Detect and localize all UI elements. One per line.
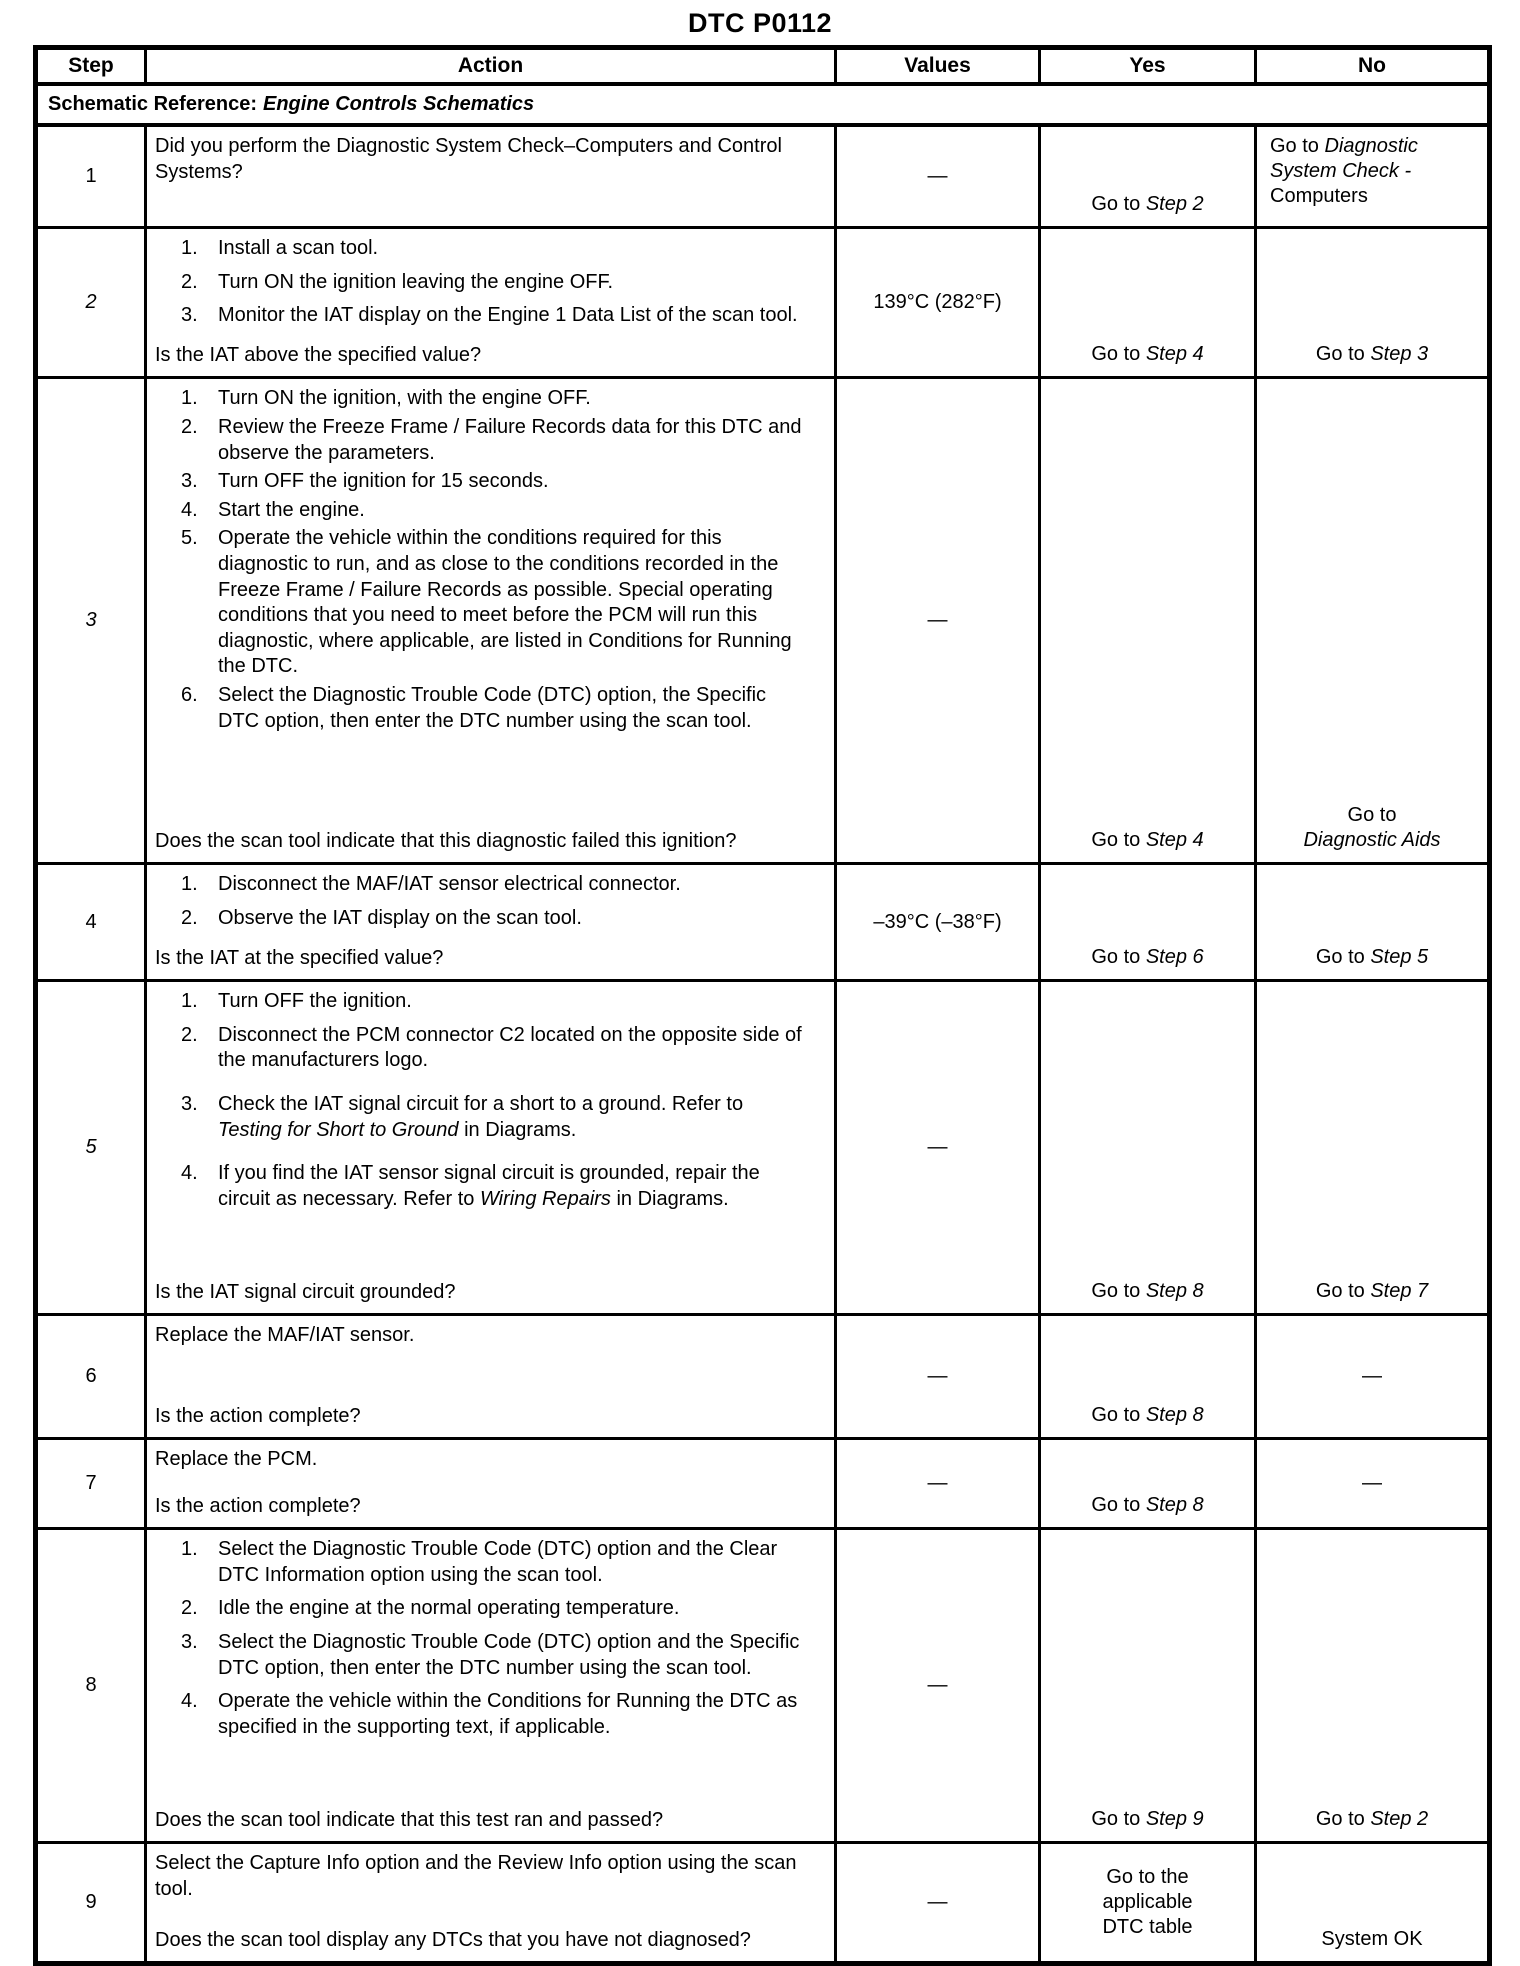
step-number: 6 — [36, 1315, 146, 1439]
header-no: No — [1256, 48, 1490, 85]
list-item: 3. Check the IAT signal circuit for a short to a ground. Refer to Testing for Short to Ground in Diagrams. — [181, 1092, 744, 1141]
action-cell — [146, 1439, 836, 1529]
go-to-reference: Go to Step 5 — [1315, 946, 1429, 969]
action-text: Replace the MAF/IAT sensor. — [155, 1324, 415, 1347]
list-item: 4. If you find the IAT sensor signal circuit is grounded, repair the circuit as necessary. Refer to Wiring Repairs in Diagrams. — [181, 1162, 760, 1210]
table-row-step-5 — [36, 981, 1490, 1315]
yes-cell — [1040, 378, 1256, 864]
yes-cell — [1040, 864, 1256, 981]
action-steps-list — [181, 872, 804, 939]
question-text: Does the scan tool indicate that this diagnostic failed this ignition? — [155, 829, 737, 852]
action-steps-list — [181, 236, 804, 337]
schematic-reference-label: Schematic Reference: — [48, 93, 257, 115]
go-to-reference: Go to the applicable DTC table — [1102, 1866, 1193, 1939]
table-row-step-3 — [36, 378, 1490, 864]
no-cell — [1256, 228, 1490, 378]
go-to-reference: Go to Step 8 — [1091, 1280, 1204, 1303]
table-header-row — [36, 48, 1490, 85]
values-cell: — — [836, 378, 1040, 864]
question-text: Is the action complete? — [155, 1494, 361, 1517]
go-to-reference: Go to Diagnostic System Check - Computers — [1270, 135, 1418, 207]
action-cell — [146, 1843, 836, 1964]
table-row-step-6 — [36, 1315, 1490, 1439]
step-number: 3 — [36, 378, 146, 864]
action-steps-list — [181, 386, 804, 737]
no-cell: — — [1256, 1439, 1490, 1529]
action-cell — [146, 228, 836, 378]
question-text: Is the IAT above the specified value? — [155, 343, 482, 366]
step-number: 1 — [36, 125, 146, 228]
list-item: 2. Disconnect the PCM connector C2 located on the opposite side of the manufacturers logo. — [181, 1023, 802, 1072]
yes-cell — [1040, 1315, 1256, 1439]
list-item: 2. Review the Freeze Frame / Failure Records data for this DTC and observe the parameters. — [181, 415, 802, 464]
list-item: 2. Turn ON the ignition leaving the engine OFF. — [181, 270, 614, 293]
values-cell: –39°C (–38°F) — [836, 864, 1040, 981]
dtc-diagnostic-table — [33, 45, 1492, 1966]
list-item: 4. Start the engine. — [181, 498, 365, 521]
list-item: 1. Install a scan tool. — [181, 237, 379, 259]
list-item: 1. Turn ON the ignition, with the engine OFF. — [181, 387, 591, 410]
result-text: System OK — [1321, 1928, 1423, 1951]
step-number: 2 — [36, 228, 146, 378]
action-cell — [146, 864, 836, 981]
table-row-step-1 — [36, 125, 1490, 228]
step-number: 4 — [36, 864, 146, 981]
list-item: 2. Idle the engine at the normal operating temperature. — [181, 1597, 680, 1620]
action-steps-list — [181, 989, 804, 1220]
values-cell: — — [836, 981, 1040, 1315]
table-row-step-2 — [36, 228, 1490, 378]
table-row-step-9 — [36, 1843, 1490, 1964]
question-text: Does the scan tool display any DTCs that you have not diagnosed? — [155, 1928, 751, 1951]
no-cell — [1256, 981, 1490, 1315]
header-action: Action — [146, 48, 836, 85]
list-item: 1. Select the Diagnostic Trouble Code (DTC) option and the Clear DTC Information option using the scan tool. — [181, 1538, 778, 1586]
list-item: 1. Turn OFF the ignition. — [181, 990, 412, 1013]
values-cell: — — [836, 1439, 1040, 1529]
list-item: 3. Turn OFF the ignition for 15 seconds. — [181, 470, 549, 493]
question-text: Is the action complete? — [155, 1404, 361, 1427]
table-row-step-4 — [36, 864, 1490, 981]
no-cell: — — [1256, 1315, 1490, 1439]
header-values: Values — [836, 48, 1040, 85]
question-text: Is the IAT at the specified value? — [155, 946, 444, 969]
go-to-reference: Go to Diagnostic Aids — [1303, 804, 1441, 852]
values-cell: — — [836, 1315, 1040, 1439]
values-cell: 139°C (282°F) — [836, 228, 1040, 378]
go-to-reference: Go to Step 8 — [1091, 1404, 1204, 1427]
no-cell — [1256, 1843, 1490, 1964]
go-to-reference: Go to Step 7 — [1315, 1280, 1429, 1303]
question-text: Does the scan tool indicate that this test ran and passed? — [155, 1808, 664, 1831]
action-cell — [146, 125, 836, 228]
list-item: 3. Select the Diagnostic Trouble Code (DTC) option and the Specific DTC option, then enter the DTC number using the scan tool. — [181, 1630, 800, 1679]
schematic-reference-link: Engine Controls Schematics — [262, 93, 535, 115]
go-to-reference: Go to Step 2 — [1091, 193, 1204, 215]
go-to-reference: Go to Step 3 — [1315, 343, 1429, 366]
action-cell — [146, 981, 836, 1315]
action-text: Replace the PCM. — [155, 1448, 318, 1471]
no-cell — [1256, 1529, 1490, 1843]
step-number: 9 — [36, 1843, 146, 1964]
list-item: 1. Disconnect the MAF/IAT sensor electrical connector. — [181, 873, 681, 896]
yes-cell — [1040, 1439, 1256, 1529]
no-cell — [1256, 125, 1490, 228]
list-item: 3. Monitor the IAT display on the Engine 1 Data List of the scan tool. — [181, 304, 798, 327]
yes-cell — [1040, 1843, 1256, 1964]
step-number: 8 — [36, 1529, 146, 1843]
yes-cell — [1040, 1529, 1256, 1843]
table-row-step-7 — [36, 1439, 1490, 1529]
values-cell: — — [836, 125, 1040, 228]
no-cell — [1256, 378, 1490, 864]
table-row-step-8 — [36, 1529, 1490, 1843]
go-to-reference: Go to Step 6 — [1091, 946, 1204, 969]
go-to-reference: Go to Step 9 — [1091, 1808, 1204, 1831]
yes-cell — [1040, 228, 1256, 378]
action-cell — [146, 1529, 836, 1843]
question-text: Is the IAT signal circuit grounded? — [155, 1280, 456, 1303]
action-cell — [146, 378, 836, 864]
action-text: Did you perform the Diagnostic System Check–Computers and Control Systems? — [155, 135, 782, 183]
values-cell: — — [836, 1529, 1040, 1843]
action-cell — [146, 1315, 836, 1439]
list-item: 5. Operate the vehicle within the conditions required for this diagnostic to run, and as close to the conditions recorded in the Freeze Frame / Failure Records as possible. Special operating conditions that you need to meet before the PCM will run this diagnostic, where applicable, are listed in Conditions for Running the DTC. — [181, 527, 792, 678]
header-step: Step — [36, 48, 146, 85]
step-number: 7 — [36, 1439, 146, 1529]
yes-cell — [1040, 981, 1256, 1315]
values-cell: — — [836, 1843, 1040, 1964]
schematic-reference-row — [36, 84, 1490, 125]
list-item: 6. Select the Diagnostic Trouble Code (DTC) option, the Specific DTC option, then enter the DTC number using the scan tool. — [181, 683, 767, 732]
header-yes: Yes — [1040, 48, 1256, 85]
no-cell — [1256, 864, 1490, 981]
list-item: 2. Observe the IAT display on the scan tool. — [181, 906, 582, 929]
document-title: DTC P0112 — [687, 8, 833, 38]
action-steps-list — [181, 1537, 804, 1748]
list-item: 4. Operate the vehicle within the Conditions for Running the DTC as specified in the supporting text, if applicable. — [181, 1690, 798, 1738]
go-to-reference: Go to Step 8 — [1091, 1494, 1204, 1517]
go-to-reference: Go to Step 4 — [1091, 829, 1204, 852]
go-to-reference: Go to Step 2 — [1315, 1808, 1429, 1831]
step-number: 5 — [36, 981, 146, 1315]
yes-cell — [1040, 125, 1256, 228]
go-to-reference: Go to Step 4 — [1091, 343, 1204, 366]
action-text: Select the Capture Info option and the Review Info option using the scan tool. — [155, 1852, 797, 1900]
schematic-reference-cell — [36, 84, 1490, 125]
